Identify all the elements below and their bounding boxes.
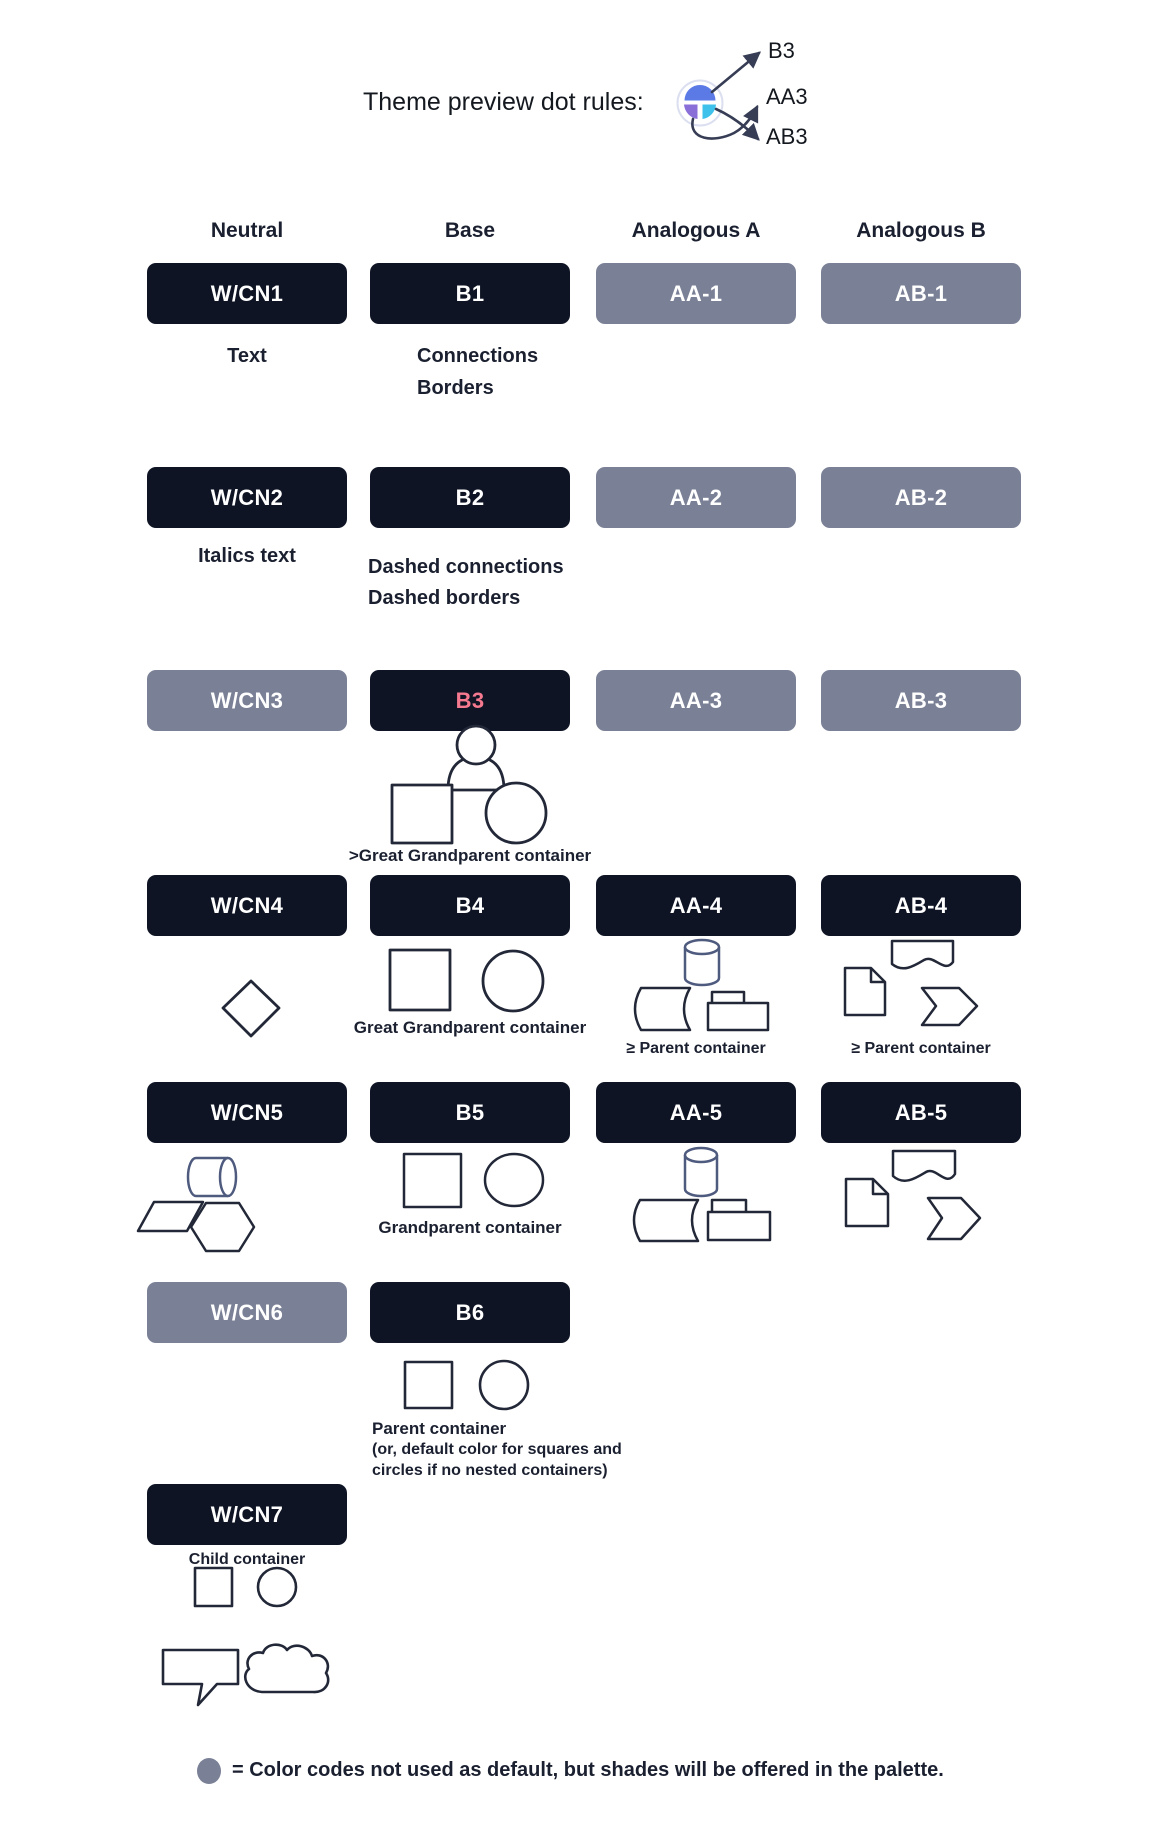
pill-wcn3: W/CN3 [147, 670, 347, 731]
folder-body-aa4 [708, 1003, 768, 1030]
dot-target-ab3: AB3 [766, 124, 808, 149]
document-shape-ab5 [846, 1179, 888, 1226]
circle-shape-b6 [480, 1361, 528, 1409]
square-shape-b6 [405, 1362, 452, 1408]
person-torso-shape [448, 757, 504, 790]
column-header-base: Base [444, 219, 496, 242]
pill-ab2: AB-2 [821, 467, 1021, 528]
circle-shape-b4 [483, 951, 543, 1011]
pill-aa1: AA-1 [596, 263, 796, 324]
hexagon-shape-wcn5 [191, 1203, 254, 1251]
note-dashed-connections: Dashed connections [368, 556, 564, 578]
pill-b4: B4 [370, 875, 570, 936]
note-parent-b6-line1: Parent container [372, 1419, 507, 1438]
note-text: Text [227, 345, 267, 367]
cylinder-body-aa4 [685, 947, 719, 985]
circle-shape-b3 [486, 783, 546, 843]
column-header-analogous-a: Analogous A [631, 219, 761, 242]
pill-aa2: AA-2 [596, 467, 796, 528]
pill-b6: B6 [370, 1282, 570, 1343]
cloud-shape [245, 1645, 328, 1692]
note-connections: Connections [417, 345, 539, 367]
folder-tab-aa5 [712, 1200, 746, 1214]
note-great-grandparent-b4: Great Grandparent container [353, 1018, 587, 1037]
note-borders: Borders [417, 377, 494, 399]
document-fold-ab5 [873, 1179, 888, 1194]
dot-target-b3: B3 [768, 38, 795, 63]
ellipse-shape-b5 [485, 1154, 543, 1206]
stored-data-shape-aa4 [635, 988, 690, 1030]
pill-aa5: AA-5 [596, 1082, 796, 1143]
note-child-container: Child container [188, 1551, 306, 1568]
pill-wcn2: W/CN2 [147, 467, 347, 528]
square-shape-wcn7 [195, 1568, 232, 1606]
speech-callout-shape [163, 1650, 238, 1705]
pill-b5: B5 [370, 1082, 570, 1143]
parallelogram-shape-wcn5 [138, 1202, 203, 1231]
horizontal-cylinder-body-wcn5 [188, 1158, 228, 1196]
circle-shape-wcn7 [258, 1568, 296, 1606]
footer-legend-dot [197, 1758, 221, 1784]
folder-body-aa5 [708, 1212, 770, 1240]
pill-aa4: AA-4 [596, 875, 796, 936]
arrow-to-b3 [712, 53, 759, 92]
pill-b3: B3 [370, 670, 570, 731]
chevron-banner-shape-ab5 [928, 1198, 980, 1239]
square-shape-b5 [404, 1154, 461, 1207]
theme-preview-dot-icon [678, 81, 723, 126]
pill-aa3: AA-3 [596, 670, 796, 731]
note-grandparent-b5: Grandparent container [378, 1218, 562, 1237]
chevron-banner-shape-ab4 [922, 988, 977, 1025]
diamond-shape-wcn4 [223, 981, 279, 1036]
pill-ab3: AB-3 [821, 670, 1021, 731]
column-header-analogous-b: Analogous B [856, 219, 986, 242]
pill-wcn5: W/CN5 [147, 1082, 347, 1143]
note-italics-text: Italics text [198, 545, 296, 567]
arrow-to-ab3 [716, 109, 758, 139]
arrow-to-aa3 [692, 107, 757, 139]
pill-wcn7: W/CN7 [147, 1484, 347, 1545]
document-shape-ab4 [845, 968, 885, 1015]
pill-b2: B2 [370, 467, 570, 528]
note-parent-b6-line2: (or, default color for squares and [372, 1441, 622, 1458]
dot-target-aa3: AA3 [766, 84, 808, 109]
square-shape-b4 [390, 950, 450, 1010]
pill-b1: B1 [370, 263, 570, 324]
note-parent-b6-line3: circles if no nested containers) [372, 1462, 608, 1479]
note-parent-aa4: ≥ Parent container [626, 1040, 766, 1057]
cylinder-body-aa5 [685, 1155, 717, 1196]
note-great-grandparent-b3: >Great Grandparent container [348, 846, 592, 865]
note-parent-ab4: ≥ Parent container [851, 1040, 991, 1057]
wave-tape-shape-ab4 [892, 941, 953, 968]
pill-ab4: AB-4 [821, 875, 1021, 936]
column-header-neutral: Neutral [210, 219, 284, 242]
document-fold-ab4 [871, 968, 885, 982]
horizontal-cylinder-cap-wcn5 [220, 1158, 236, 1196]
cylinder-top-aa5 [685, 1148, 717, 1162]
person-head-shape [457, 726, 495, 764]
square-shape-b3 [392, 785, 452, 843]
footer-legend-text: = Color codes not used as default, but shades will be offered in the palette. [232, 1759, 944, 1781]
pill-wcn4: W/CN4 [147, 875, 347, 936]
folder-tab-aa4 [712, 992, 744, 1005]
pill-ab5: AB-5 [821, 1082, 1021, 1143]
pill-wcn6: W/CN6 [147, 1282, 347, 1343]
note-dashed-borders: Dashed borders [368, 587, 521, 609]
pill-ab1: AB-1 [821, 263, 1021, 324]
pill-wcn1: W/CN1 [147, 263, 347, 324]
wave-tape-shape-ab5 [893, 1151, 955, 1181]
cylinder-top-aa4 [685, 940, 719, 954]
stored-data-shape-aa5 [634, 1200, 698, 1241]
page-title: Theme preview dot rules: [363, 88, 644, 116]
